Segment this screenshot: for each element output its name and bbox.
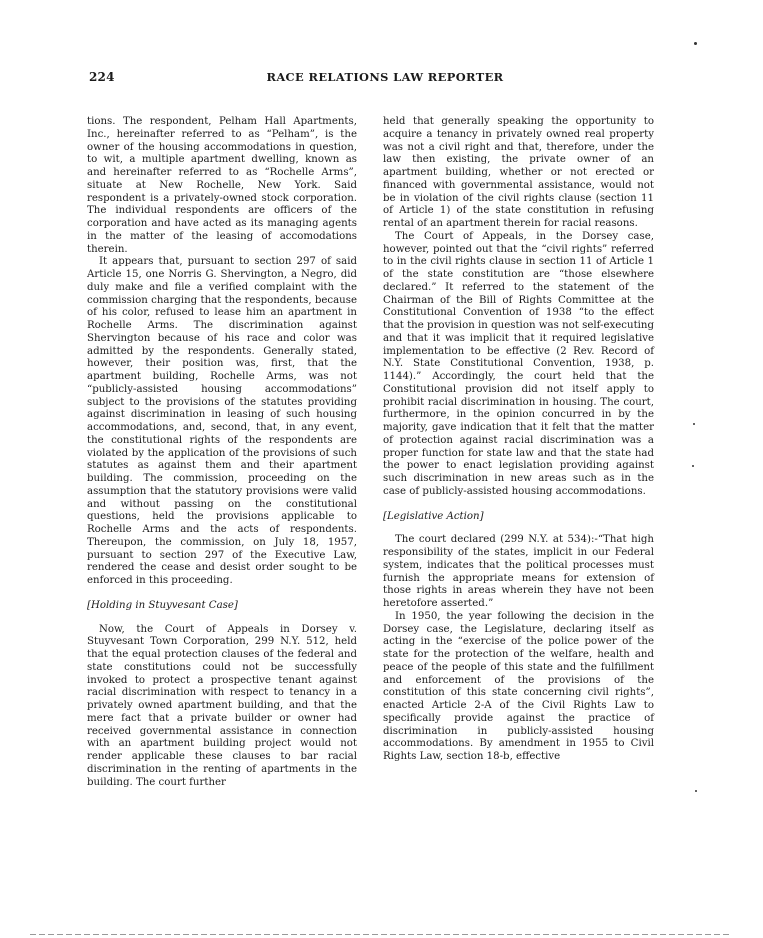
left-column	[87, 116, 357, 789]
running-title: RACE RELATIONS LAW REPORTER	[266, 70, 504, 84]
paragraph: Now, the Court of Appeals in Dorsey v. Stuyvesant Town Corporation, 299 N.Y. 512, held that the equal protection clauses of the federal and state constitutions could not be successfully invoked to protect a prospective tenant against racial discrimination with respect to tenancy in a privately owned apartment building, and that the mere fact that a private builder or owner had received governmental assistance in connection with an apartment building project would not render applicable these clauses to bar racial discrimination in the renting of apartments in the building. The court further	[87, 623, 357, 788]
paragraph: tions. The respondent, Pelham Hall Apartments, Inc., hereinafter referred to as “Pelham”, is the owner of the housing accommodations in question, to wit, a multiple apartment dwelling, known as and hereinafter referred to as “Rochelle Arms”, situate at New Rochelle, New York. Said respondent is a privately-owned stock corporation. The individual respondents are officers of the corporation and have acted as its managing agents in the matter of the leasing of accomodations therein.	[87, 116, 357, 255]
paragraph: In 1950, the year following the decision in the Dorsey case, the Legislature, declaring itself as acting in the “exercise of the police power of the state for the protection of the welfare, health and peace of the people of this state and the fulfillment and enforcement of the provisions of the constitution of this state concerning civil rights”, enacted Article 2-A of the Civil Rights Law to specifically provide against the practice of discrimination in publicly-assisted housing accommodations. By amendment in 1955 to Civil Rights Law, section 18-b, effective	[383, 610, 654, 762]
right-column	[383, 116, 654, 764]
scan-speck	[692, 465, 694, 467]
paragraph: held that generally speaking the opportunity to acquire a tenancy in privately owned real property was not a civil right and that, therefore, under the law then existing, the private owner of an apartment building, whether or not erected or financed with governmental assistance, would not be in violation of the civil rights clause (section 11 of Article 1) of the state constitution in refusing rental of an apartment therein for racial reasons.	[383, 116, 654, 229]
page-number: 224	[89, 70, 115, 84]
scan-speck	[695, 790, 697, 792]
scan-speck	[693, 423, 695, 425]
paragraph: The Court of Appeals, in the Dorsey case, however, pointed out that the “civil rights” referred to in the civil rights clause in section 11 of Article 1 of the state constitution are “those elsewhere declared.” It referred to the statement of the Chairman of the Bill of Rights Committee at the Constitutional Convention of 1938 “to the effect that the provision in question was not self-executing and that it was implicit that it required legislative implementation to be effective (2 Rev. Record of N.Y. State Constitutional Convention, 1938, p. 1144).” Accordingly, the court held that the Constitutional provision did not itself apply to prohibit racial discrimination in housing. The court, furthermore, in the opinion concurred in by the majority, gave indication that it felt that the matter of protection against racial discrimination was a proper function for state law and that the state had the power to enact legislation providing against such discrimination in new areas such as in the case of publicly-assisted housing accommodations.	[383, 230, 654, 497]
section-heading: [Holding in Stuyvesant Case]	[87, 599, 238, 611]
section-heading: [Legislative Action]	[383, 510, 484, 522]
scan-speck	[694, 42, 697, 45]
scan-edge-line	[30, 934, 730, 935]
paragraph: It appears that, pursuant to section 297 of said Article 15, one Norris G. Shervington, a Negro, did duly make and file a verified complaint with the commission charging that the respondents, because of his color, refused to lease him an apartment in Rochelle Arms. The discrimination against Shervington because of his race and color was admitted by the respondents. Generally stated, however, their position was, first, that the apartment building, Rochelle Arms, was not “publicly-assisted housing accommodations” subject to the provisions of the statutes providing against discrimination in leasing of such housing accommodations, and, second, that, in any event, the constitutional rights of the respondents are violated by the application of the provisions of such statutes as against them and their apartment building. The commission, proceeding on the assumption that the statutory provisions were valid and without passing on the constitutional questions, held the provisions applicable to Rochelle Arms and the acts of respondents. Thereupon, the commission, on July 18, 1957, pursuant to section 297 of the Executive Law, rendered the cease and desist order sought to be enforced in this proceeding.	[87, 256, 357, 586]
paragraph: The court declared (299 N.Y. at 534):-“That high responsibility of the states, implicit in our Federal system, indicates that the political processes must furnish the appropriate means for extension of those rights in areas wherein they have not been heretofore asserted.”	[383, 534, 654, 609]
